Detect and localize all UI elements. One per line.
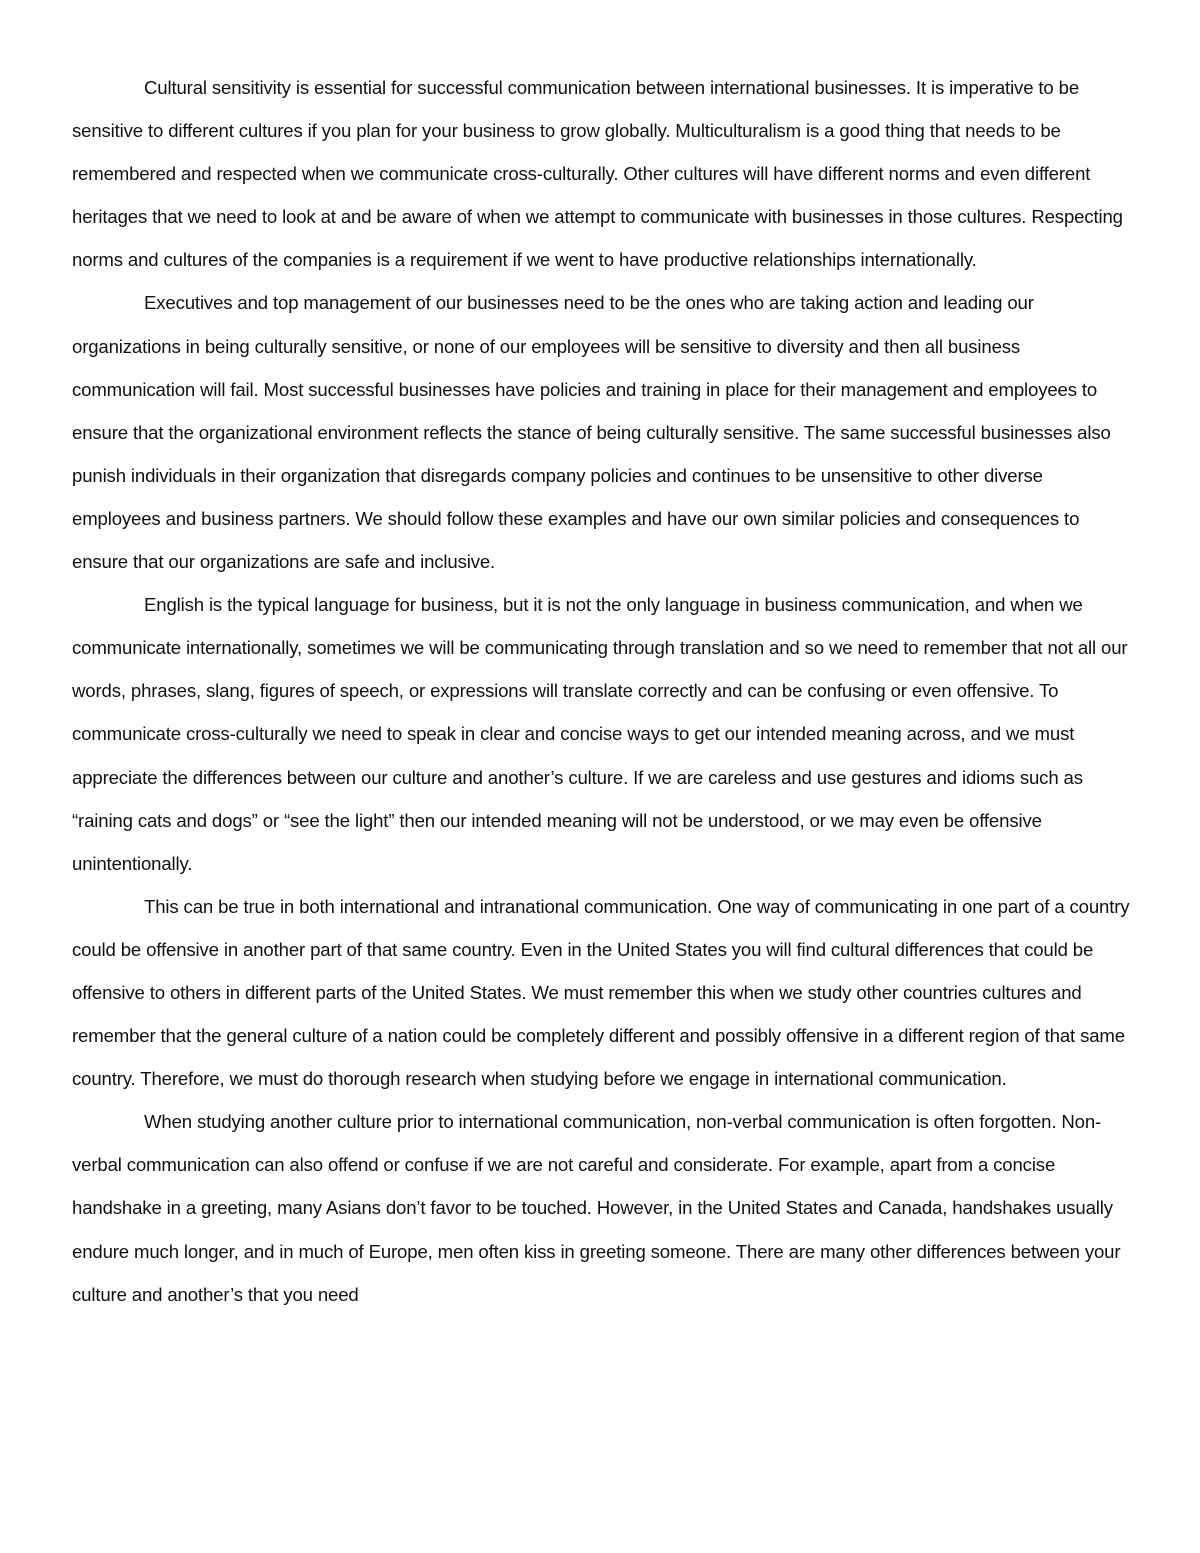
paragraph-cultural-sensitivity: Cultural sensitivity is essential for successful communication between international businesses. It is imperative to be sensitive to different cultures if you plan for your business to grow globally. Multiculturalism is a good thing that needs to be remembered and respected when we communicate cross-culturally. Other cultures will have different norms and even different heritages that we need to look at and be aware of when we attempt to communicate with businesses in those cultures. Respecting norms and cultures of the companies is a requirement if we went to have productive relationships internationally. bbox=[72, 77, 1123, 271]
paragraph-english-language: English is the typical language for business, but it is not the only language in business communication, and when we communicate internationally, sometimes we will be communicating through translation and so we need to remember that not all our words, phrases, slang, figures of speech, or expressions will translate correctly and can be confusing or even offensive. To communicate cross-culturally we need to speak in clear and concise ways to get our intended meaning across, and we must appreciate the differences between our culture and another’s culture. If we are careless and use gestures and idioms such as “raining cats and dogs” or “see the light” then our intended meaning will not be understood, or we may even be offensive unintentionally. bbox=[72, 594, 1128, 874]
paragraph-non-verbal: When studying another culture prior to international communication, non-verbal communication is often forgotten. Non-verbal communication can also offend or confuse if we are not careful and considerate. For example, apart from a concise handshake in a greeting, many Asians don’t favor to be touched. However, in the United States and Canada, handshakes usually endure much longer, and in much of Europe, men often kiss in greeting someone. There are many other differences between your culture and another’s that you need bbox=[72, 1111, 1121, 1305]
document-body bbox=[72, 66, 1130, 1316]
paragraph-executives: Executives and top management of our businesses need to be the ones who are taking action and leading our organizations in being culturally sensitive, or none of our employees will be sensitive to diversity and then all business communication will fail. Most successful businesses have policies and training in place for their management and employees to ensure that the organizational environment reflects the stance of being culturally sensitive. The same successful businesses also punish individuals in their organization that disregards company policies and continues to be unsensitive to other diverse employees and business partners. We should follow these examples and have our own similar policies and consequences to ensure that our organizations are safe and inclusive. bbox=[72, 292, 1111, 573]
paragraph-intranational: This can be true in both international and intranational communication. One way of communicating in one part of a country could be offensive in another part of that same country. Even in the United States you will find cultural differences that could be offensive to others in different parts of the United States. We must remember this when we study other countries cultures and remember that the general culture of a nation could be completely different and possibly offensive in a different region of that same country. Therefore, we must do thorough research when studying before we engage in international communication. bbox=[72, 895, 1130, 1090]
